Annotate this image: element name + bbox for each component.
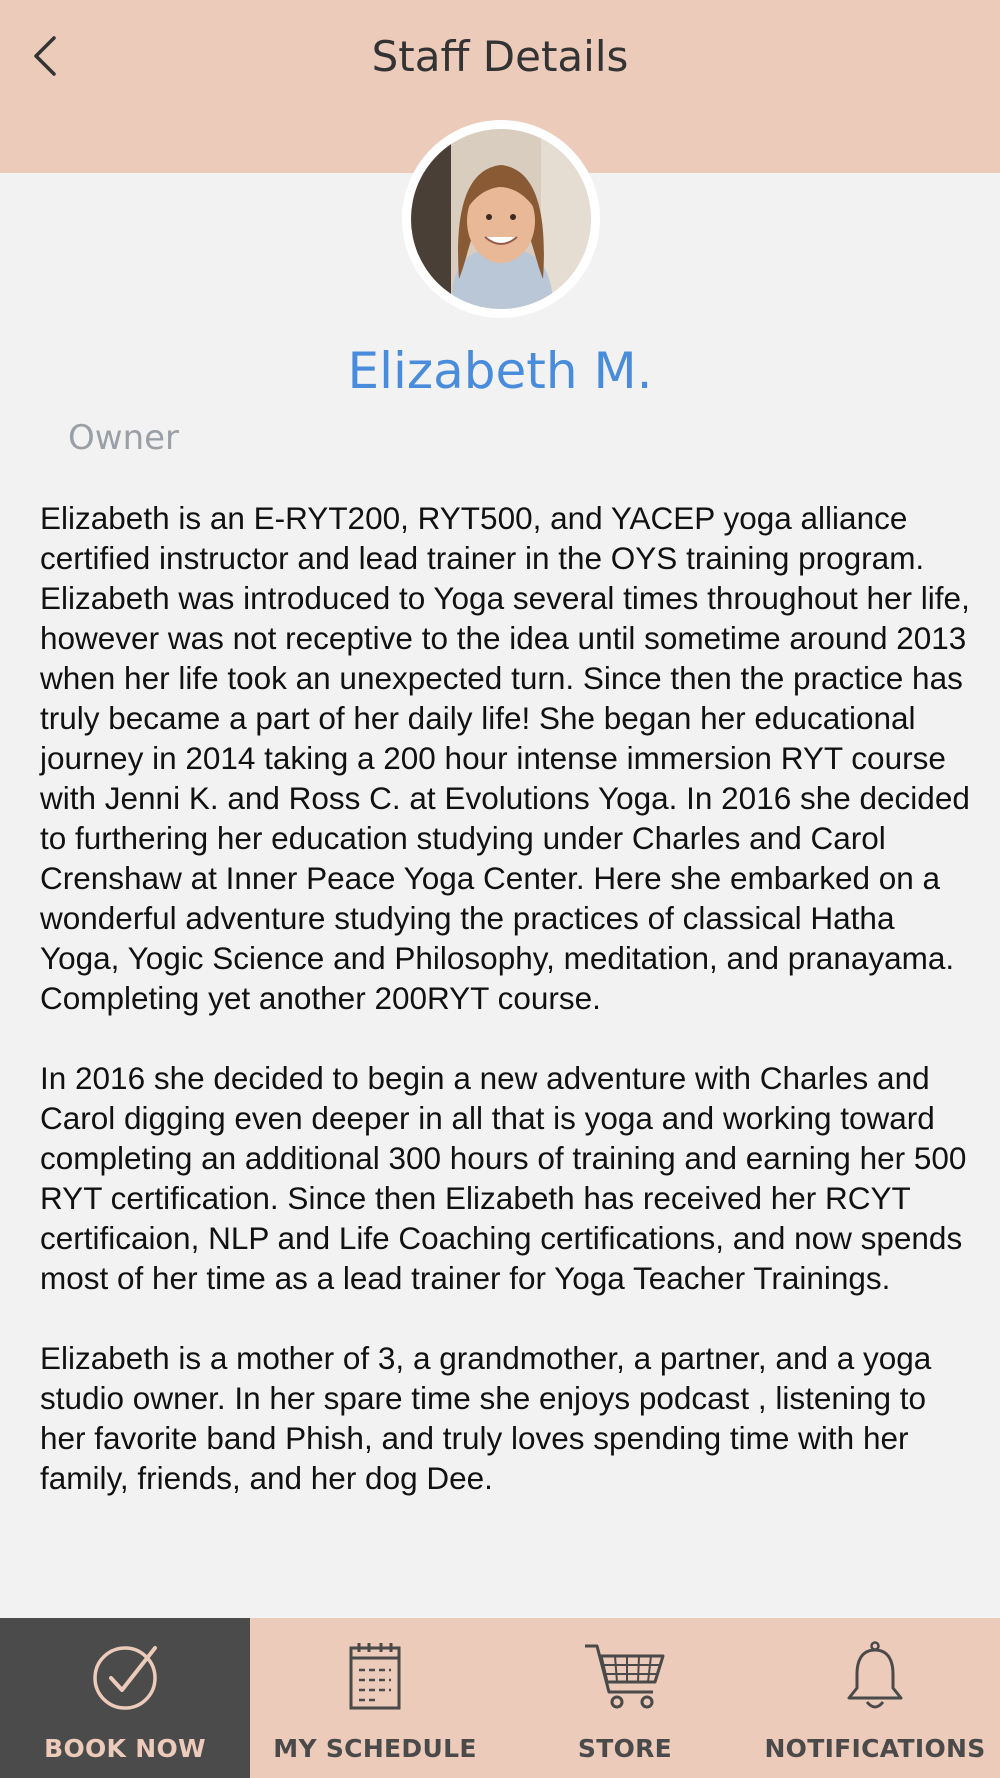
bio-paragraph: In 2016 she decided to begin a new adventure with Charles and Carol digging even deeper in all that is yoga and working toward completing an additional 300 hours of training and earning her 500 RYT certification. Since then Elizabeth has received her RCYT certificaion, NLP and Life Coaching certifications, and now spends most of her time as a lead trainer for Yoga Teacher Trainings. xyxy=(40,1060,967,1296)
tab-label: STORE xyxy=(577,1734,673,1763)
staff-bio xyxy=(40,498,970,1498)
staff-role: Owner xyxy=(68,418,180,458)
tab-store[interactable] xyxy=(500,1618,750,1778)
check-circle-icon xyxy=(89,1640,161,1712)
tab-label: MY SCHEDULE xyxy=(273,1734,477,1763)
avatar xyxy=(411,129,591,309)
bottom-tab-bar xyxy=(0,1618,1000,1778)
bio-paragraph: Elizabeth is an E-RYT200, RYT500, and YACEP yoga alliance certified instructor and lead trainer in the OYS training program. Elizabeth was introduced to Yoga several times throughout her life, however was not receptive to the idea until sometime around 2013 when her life took an unexpected turn. Since then the practice has truly became a part of her daily life! She began her educational journey in 2014 taking a 200 hour intense immersion RYT course with Jenni K. and Ross C. at Evolutions Yoga. In 2016 she decided to furthering her education studying under Charles and Carol Crenshaw at Inner Peace Yoga Center. Here she embarked on a wonderful adventure studying the practices of classical Hatha Yoga, Yogic Science and Philosophy, meditation, and pranayama. Completing yet another 200RYT course. xyxy=(40,500,970,1016)
tab-book-now[interactable] xyxy=(0,1618,250,1778)
bio-paragraph: Elizabeth is a mother of 3, a grandmother, a partner, and a yoga studio owner. In her spare time she enjoys podcast , listening to her favorite band Phish, and truly loves spending time with her family, friends, and her dog Dee. xyxy=(40,1340,932,1496)
staff-name: Elizabeth M. xyxy=(347,342,653,400)
avatar-frame xyxy=(402,120,600,318)
calendar-icon xyxy=(345,1640,405,1712)
tab-notifications[interactable] xyxy=(750,1618,1000,1778)
page-title: Staff Details xyxy=(371,32,629,81)
bell-icon xyxy=(843,1640,907,1712)
tab-my-schedule[interactable] xyxy=(250,1618,500,1778)
tab-label: NOTIFICATIONS xyxy=(764,1734,986,1763)
tab-label: BOOK NOW xyxy=(44,1734,206,1763)
cart-icon xyxy=(583,1640,667,1712)
